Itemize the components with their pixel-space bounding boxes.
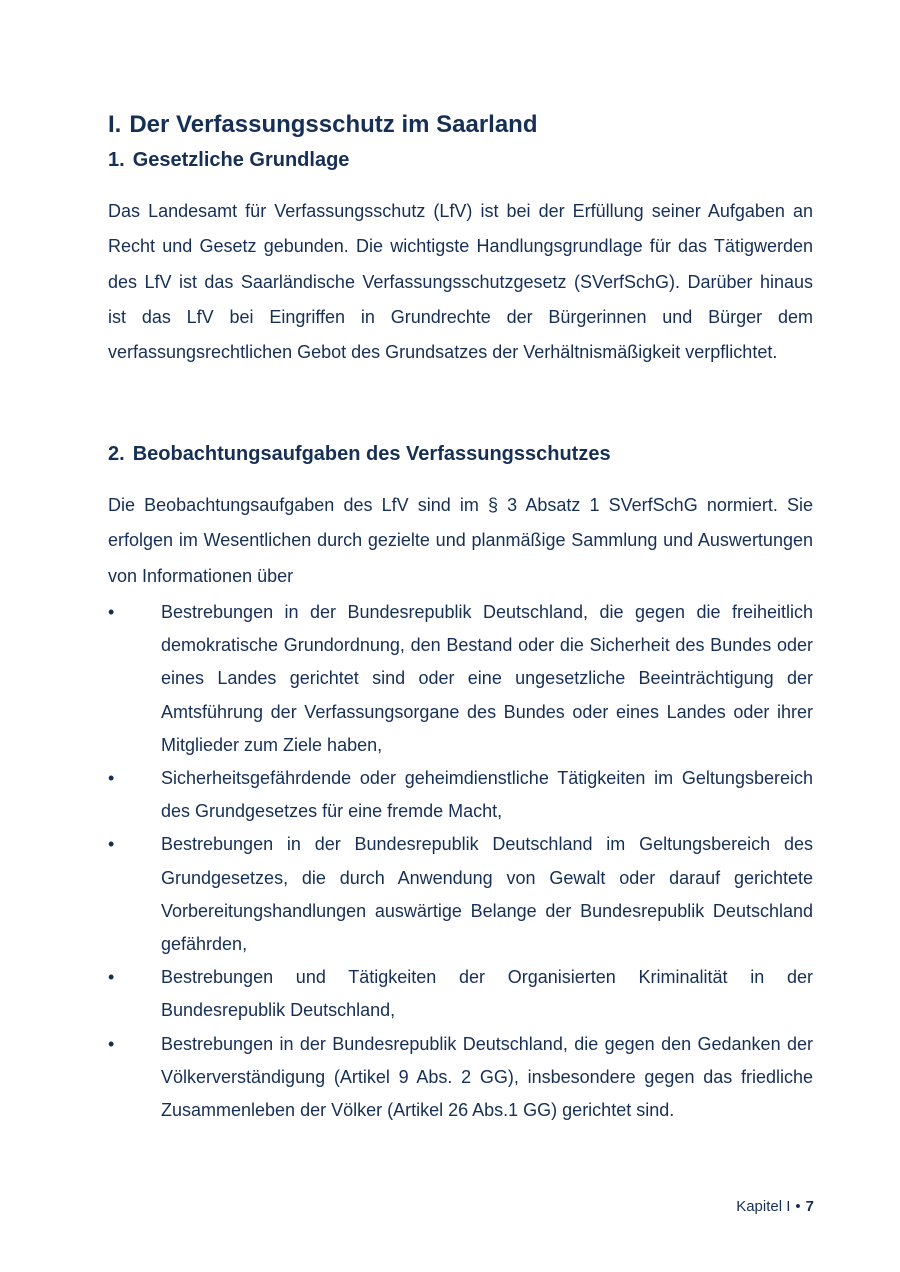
list-item (108, 596, 813, 762)
footer-separator: • (795, 1198, 801, 1215)
section-number: 1. (108, 149, 125, 171)
section-heading-beobachtungsaufgaben (108, 440, 611, 468)
list-item-text: Bestrebungen in der Bundesrepublik Deutschland im Geltungsbereich des Grundgesetzes, die durch Anwendung von Gewalt oder darauf gerichtete Vorbereitungshandlungen auswärtige Belange der Bundesrepublik Deutschland gefährden, (161, 834, 813, 955)
list-item-text: Bestrebungen in der Bundesrepublik Deutschland, die gegen die freiheitlich demokratische Grundordnung, den Bestand oder die Sicherheit des Bundes oder eines Landes gerichtet sind oder eine ungesetzliche Beeinträchtigung der Amtsführung der Verfassungsorgane des Bundes oder eines Landes oder ihrer Mitglieder zum Ziele haben, (161, 602, 813, 755)
section-intro-paragraph: Die Beobachtungsaufgaben des LfV sind im § 3 Absatz 1 SVerfSchG normiert. Sie erfolgen im Wesentlichen durch gezielte und planmäßige Sammlung und Auswertungen von Informationen über (108, 495, 813, 586)
list-item (108, 1028, 813, 1128)
section-title: Gesetzliche Grundlage (132, 149, 350, 171)
section-heading-gesetzliche-grundlage (108, 146, 349, 174)
chapter-number: I. (108, 111, 122, 138)
bullet-icon: • (108, 834, 115, 855)
list-item-text: Bestrebungen in der Bundesrepublik Deutschland, die gegen den Gedanken der Völkerverständigung (Artikel 9 Abs. 2 GG), insbesondere gegen das friedliche Zusammenleben der Völker (Artikel 26 Abs.1 GG) gerichtet sind. (161, 1033, 813, 1121)
bullet-icon: • (108, 967, 115, 988)
chapter-heading (108, 109, 538, 141)
section-title: Beobachtungsaufgaben des Verfassungsschutzes (132, 443, 611, 465)
bullet-icon: • (108, 768, 115, 789)
page-number: 7 (805, 1198, 814, 1215)
page-footer (736, 1197, 814, 1217)
section-paragraph: Das Landesamt für Verfassungsschutz (LfV) ist bei der Erfüllung seiner Aufgaben an Recht und Gesetz gebunden. Die wichtigste Handlungsgrundlage für das Tätigwerden des LfV ist das Saarländische Verfassungsschutzgesetz (SVerfSchG). Darüber hinaus ist das LfV bei Eingriffen in Grundrechte der Bürgerinnen und Bürger dem verfassungsrechtlichen Gebot des Grundsatzes der Verhältnismäßigkeit verpflichtet. (108, 201, 813, 363)
list-item-text: Bestrebungen und Tätigkeiten der Organisierten Kriminalität in der Bundesrepublik Deutschland, (161, 967, 813, 1021)
chapter-title: Der Verfassungsschutz im Saarland (129, 111, 538, 138)
list-item (108, 961, 813, 1027)
section-number: 2. (108, 443, 125, 465)
footer-chapter-label: Kapitel I (736, 1198, 791, 1215)
bullet-icon: • (108, 602, 115, 622)
list-item (108, 828, 813, 961)
list-item (108, 762, 813, 828)
bullet-icon: • (108, 1033, 115, 1054)
bullet-list (108, 596, 813, 1127)
list-item-text: Sicherheitsgefährdende oder geheimdienstliche Tätigkeiten im Geltungsbereich des Grundgesetzes für eine fremde Macht, (161, 768, 813, 822)
